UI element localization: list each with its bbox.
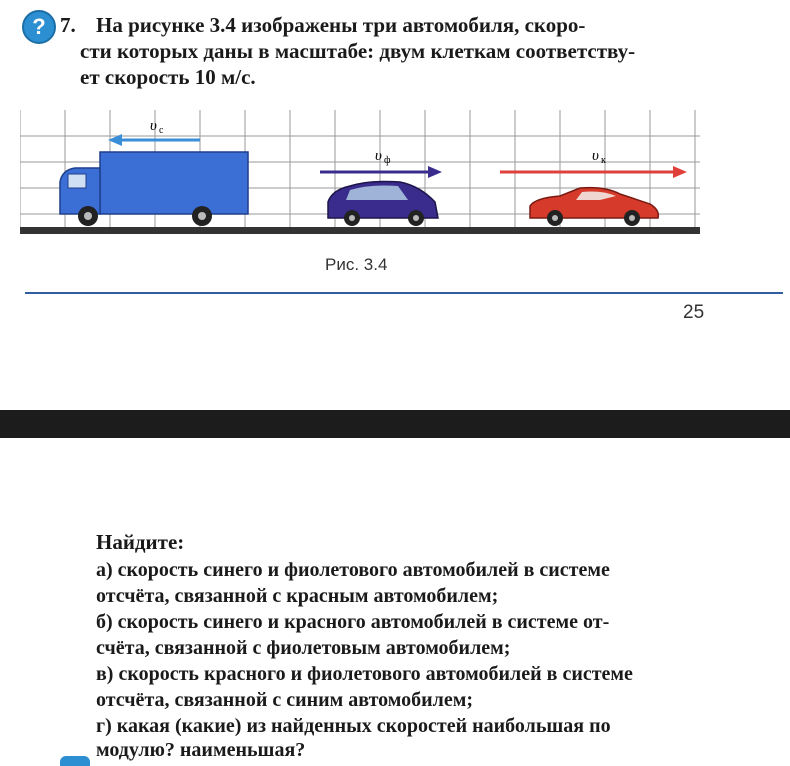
find-line-2: отсчёта, связанной с красным автомобилем; — [96, 585, 499, 607]
svg-text:с: с — [159, 125, 164, 136]
figure-3-4 — [20, 110, 700, 240]
task-text-line-3: ет скорость 10 м/с. — [80, 65, 256, 89]
truck-velocity-arrow — [108, 118, 200, 146]
task-text-line-2: сти которых даны в масштабе: двум клеткам соответству- — [80, 39, 636, 63]
page-gap — [0, 410, 790, 438]
find-line-6: отсчёта, связанной с синим автомобилем; — [96, 689, 474, 711]
blue-truck — [60, 152, 248, 226]
find-line-8: модулю? наименьшая? — [96, 739, 306, 761]
truck-velocity-label: υ — [150, 118, 157, 134]
find-line-7: г) какая (какие) из найденных скоростей наибольшая по — [96, 715, 611, 737]
red-car — [530, 188, 658, 226]
find-title: Найдите: — [96, 530, 185, 554]
red-velocity-label: υ — [592, 148, 599, 164]
figure-caption: Рис. 3.4 — [325, 255, 388, 274]
page-divider — [25, 292, 783, 294]
find-line-4: счёта, связанной с фиолетовым автомобилем; — [96, 637, 511, 659]
svg-text:ф: ф — [384, 155, 391, 166]
road — [20, 227, 700, 234]
question-icon: ? — [22, 10, 56, 44]
violet-velocity-label: υ — [375, 148, 382, 164]
svg-text:к: к — [601, 155, 606, 166]
next-question-marker — [60, 756, 90, 766]
find-line-5: в) скорость красного и фиолетового автомобилей в системе — [96, 663, 633, 685]
task-number: 7. — [60, 13, 76, 37]
find-line-3: б) скорость синего и красного автомобилей в системе от- — [96, 611, 610, 633]
task-text-line-1: На рисунке 3.4 изображены три автомобиля, скоро- — [96, 13, 586, 37]
page-number: 25 — [683, 302, 705, 323]
find-line-1: а) скорость синего и фиолетового автомобилей в системе — [96, 559, 610, 581]
violet-velocity-arrow — [320, 148, 442, 178]
red-velocity-arrow — [500, 148, 687, 178]
